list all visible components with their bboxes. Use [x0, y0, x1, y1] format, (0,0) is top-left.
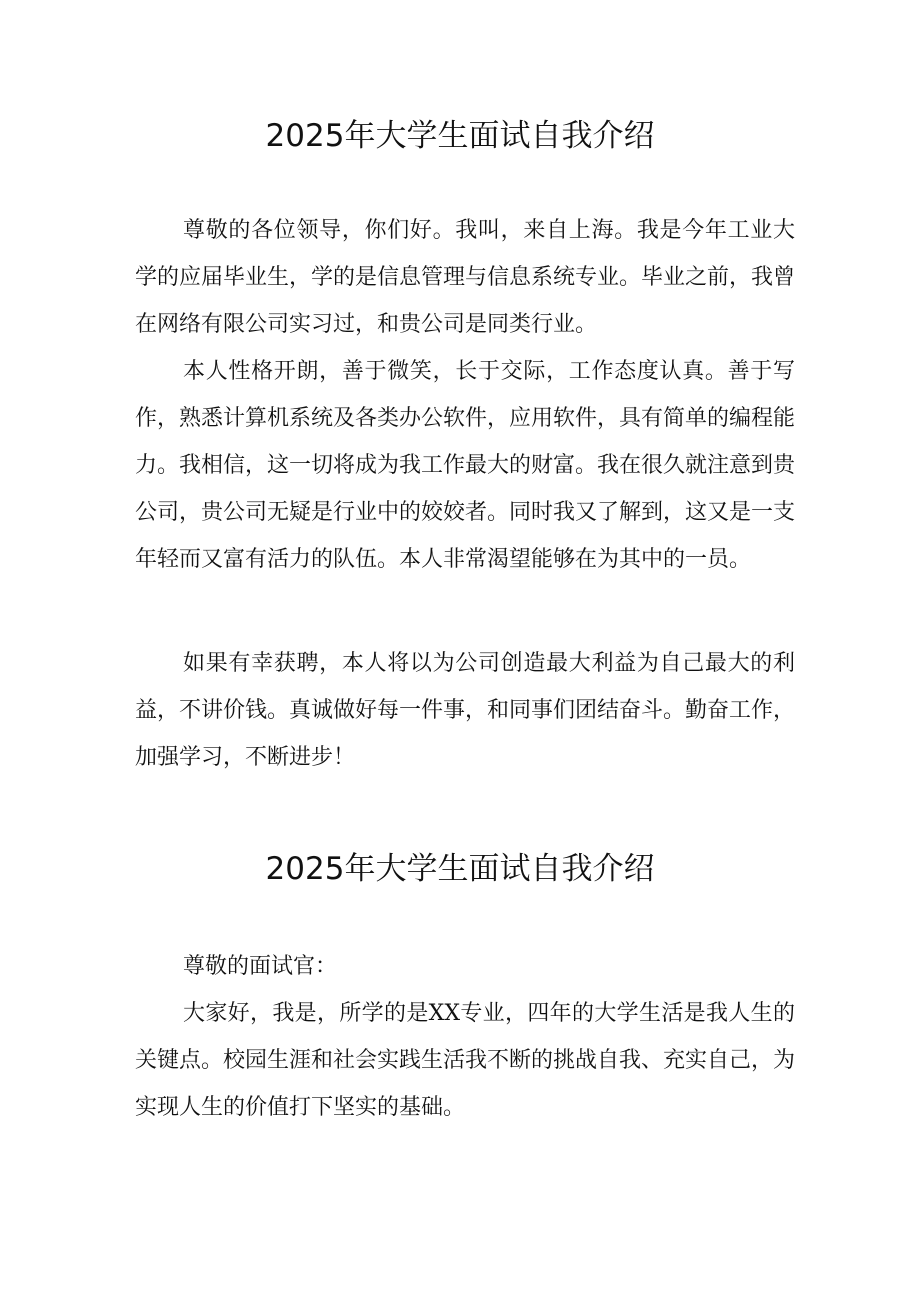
- section-2-paragraph-1: 大家好，我是，所学的是XX专业，四年的大学生活是我人生的关键点。校园生涯和社会实践生活我不断的挑战自我、充实自己，为实现人生的价值打下坚实的基础。: [135, 1001, 796, 1120]
- section-1-title: 2025年大学生面试自我介绍: [265, 118, 655, 154]
- section-1-paragraph-3: 如果有幸获聘，本人将以为公司创造最大利益为自己最大的利益，不讲价钱。真诚做好每一件事，和同事们团结奋斗。勤奋工作，加强学习，不断进步！: [135, 651, 796, 770]
- section-2-title: 2025年大学生面试自我介绍: [265, 851, 655, 887]
- section-1-paragraph-2: 本人性格开朗，善于微笑，长于交际，工作态度认真。善于写作，熟悉计算机系统及各类办公软件，应用软件，具有简单的编程能力。我相信，这一切将成为我工作最大的财富。我在很久就注意到贵公司，贵公司无疑是行业中的姣姣者。同时我又了解到，这又是一支年轻而又富有活力的队伍。本人非常渴望能够在为其中的一员。: [135, 359, 796, 572]
- section-2-greeting: 尊敬的面试官：: [183, 954, 338, 979]
- section-1-paragraph-1: 尊敬的各位领导，你们好。我叫，来自上海。我是今年工业大学的应届毕业生，学的是信息管理与信息系统专业。毕业之前，我曾在网络有限公司实习过，和贵公司是同类行业。: [135, 218, 796, 337]
